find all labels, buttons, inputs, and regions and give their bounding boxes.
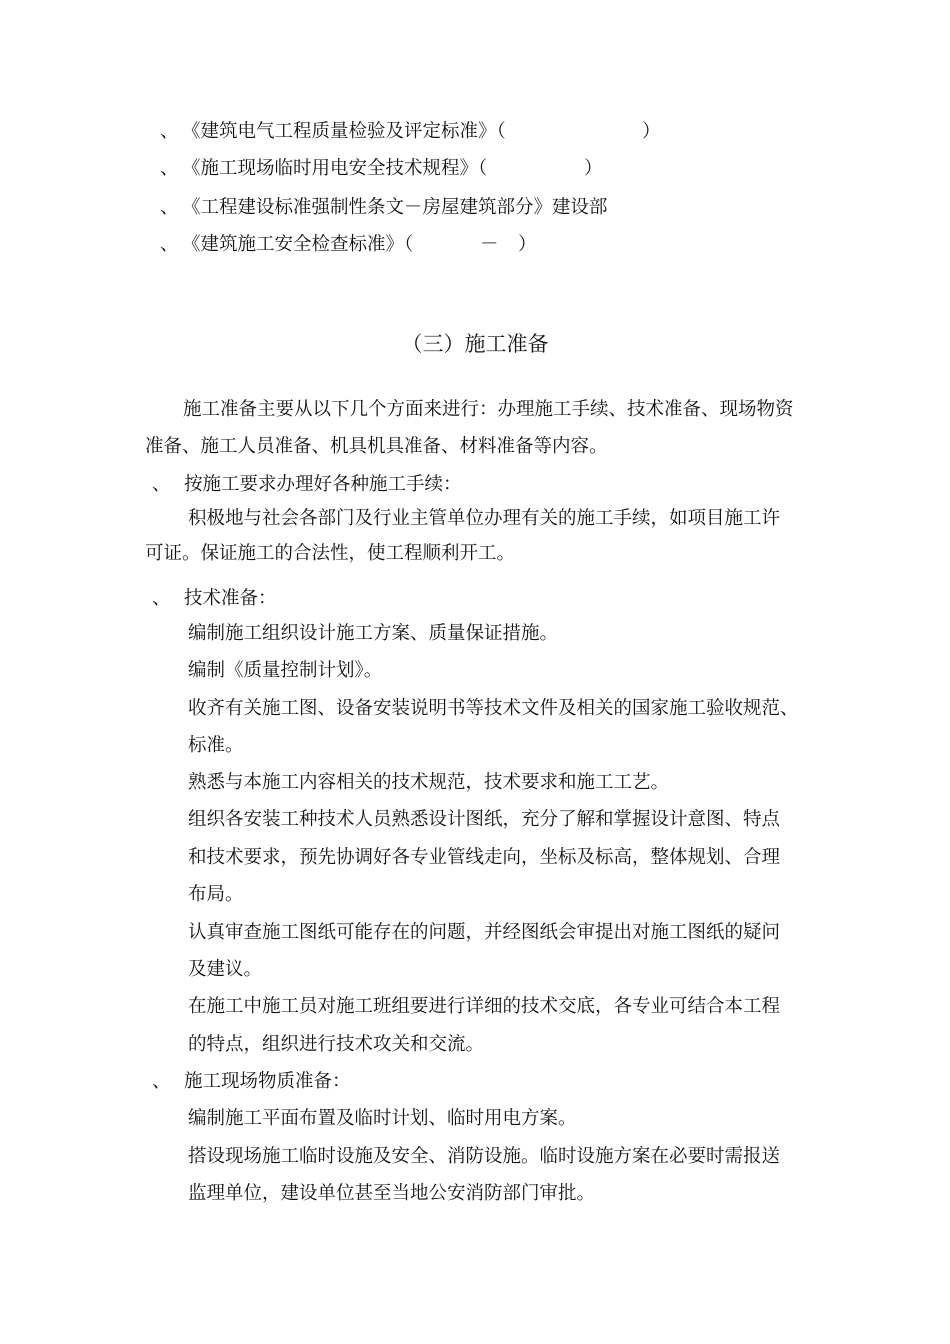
item-heading xyxy=(152,473,462,497)
reference-close: ） xyxy=(642,121,661,142)
body-line: 编制施工平面布置及临时计划、临时用电方案。 xyxy=(188,1108,577,1129)
reference-item xyxy=(160,233,413,257)
list-mark: 、 xyxy=(152,474,171,495)
body-line: 及建议。 xyxy=(188,959,263,980)
intro-line: 施工准备主要从以下几个方面来进行：办理施工手续、技术准备、现场物资 xyxy=(183,399,794,420)
body-line: 收齐有关施工图、设备安装说明书等技术文件及相关的国家施工验收规范、 xyxy=(188,698,799,719)
body-line: 监理单位，建设单位甚至当地公安消防部门审批。 xyxy=(188,1183,596,1204)
body-line: 搭设现场施工临时设施及安全、消防设施。临时设施方案在必要时需报送 xyxy=(188,1146,781,1167)
item-heading xyxy=(152,1070,351,1094)
list-mark: 、 xyxy=(152,1071,171,1092)
list-mark: 、 xyxy=(160,158,179,179)
body-line: 积极地与社会各部门及行业主管单位办理有关的施工手续，如项目施工许 xyxy=(188,508,781,529)
item-heading-text: 技术准备： xyxy=(184,588,277,609)
body-line: 熟悉与本施工内容相关的技术规范，技术要求和施工工艺。 xyxy=(188,772,670,793)
body-line: 的特点，组织进行技术攻关和交流。 xyxy=(188,1034,485,1055)
body-line: 编制《质量控制计划》。 xyxy=(188,660,383,681)
item-heading xyxy=(152,587,277,611)
reference-close: ） xyxy=(518,234,537,255)
reference-item xyxy=(160,196,608,220)
list-mark: 、 xyxy=(160,234,179,255)
reference-close: ） xyxy=(584,158,603,179)
reference-dash: － xyxy=(480,234,499,255)
body-line: 在施工中施工员对施工班组要进行详细的技术交底，各专业可结合本工程 xyxy=(188,996,781,1017)
item-heading-text: 按施工要求办理好各种施工手续： xyxy=(184,474,462,495)
section-title: （三）施工准备 xyxy=(401,332,549,356)
body-line: 编制施工组织设计施工方案、质量保证措施。 xyxy=(188,623,559,644)
reference-item xyxy=(160,120,506,144)
intro-line: 准备、施工人员准备、机具机具准备、材料准备等内容。 xyxy=(145,436,608,457)
list-mark: 、 xyxy=(152,588,171,609)
reference-text: 《工程建设标准强制性条文－房屋建筑部分》建设部 xyxy=(182,197,608,218)
list-mark: 、 xyxy=(160,121,179,142)
body-line: 认真审查施工图纸可能存在的问题，并经图纸会审提出对施工图纸的疑问 xyxy=(188,922,781,943)
reference-text: 《施工现场临时用电安全技术规程》（ xyxy=(182,158,488,179)
body-line: 标准。 xyxy=(188,735,244,756)
body-line: 可证。保证施工的合法性，使工程顺利开工。 xyxy=(145,543,516,564)
body-line: 组织各安装工种技术人员熟悉设计图纸，充分了解和掌握设计意图、特点 xyxy=(188,809,781,830)
reference-item xyxy=(160,157,487,181)
body-line: 布局。 xyxy=(188,884,244,905)
item-heading-text: 施工现场物质准备： xyxy=(184,1071,351,1092)
body-line: 和技术要求，预先协调好各专业管线走向，坐标及标高，整体规划、合理 xyxy=(188,847,781,868)
reference-text: 《建筑施工安全检查标准》（ xyxy=(182,234,414,255)
reference-text: 《建筑电气工程质量检验及评定标准》（ xyxy=(182,121,506,142)
list-mark: 、 xyxy=(160,197,179,218)
